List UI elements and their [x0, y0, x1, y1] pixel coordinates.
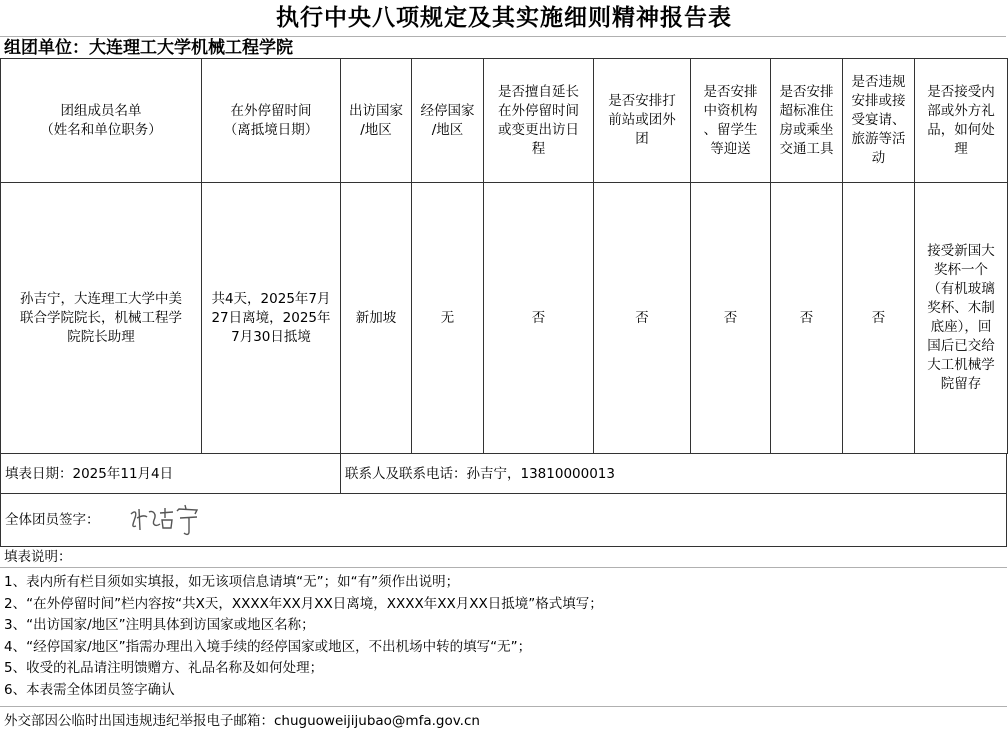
divider: [340, 454, 341, 494]
transit-country-cell: 无: [412, 183, 484, 454]
header-cell: 是否违规 安排或接 受宴请、 旅游等活 动: [843, 59, 915, 183]
header-cell: 经停国家 /地区: [412, 59, 484, 183]
notes-heading: 填表说明：: [0, 547, 1007, 568]
signature-row: [0, 494, 1007, 547]
header-cell: 团组成员名单 （姓名和单位职务）: [1, 59, 202, 183]
header-cell: 是否接受内 部或外方礼 品，如何处 理: [915, 59, 1008, 183]
report-email-footer: 外交部因公临时出国违规违纪举报电子邮箱：chuguoweijijubao@mfa.gov.cn: [0, 706, 1007, 734]
note-item: 4、“经停国家/地区”指需办理出入境手续的经停国家或地区，不出机场中转的填写“无”；: [4, 638, 532, 655]
member-cell: 孙吉宁，大连理工大学中美 联合学院院长，机械工程学 院院长助理: [1, 183, 202, 454]
header-cell: 出访国家 /地区: [341, 59, 412, 183]
extend-stay-cell: 否: [484, 183, 594, 454]
organizing-unit: 组团单位：大连理工大学机械工程学院: [0, 36, 1006, 58]
notes-list: [0, 572, 1007, 702]
table-header-row: [1, 59, 1008, 183]
table-row: [1, 183, 1008, 454]
banquet-cell: 否: [843, 183, 915, 454]
report-table: [0, 58, 1008, 454]
note-item: 2、“在外停留时间”栏内容按“共X天，XXXX年XX月XX日离境，XXXX年XX月XX日抵境”格式填写；: [4, 595, 603, 612]
header-cell: 是否安排 超标准住 房或乘坐 交通工具: [771, 59, 843, 183]
advance-team-cell: 否: [594, 183, 691, 454]
note-item: 1、表内所有栏目须如实填报，如无该项信息请填“无”；如“有”须作出说明；: [4, 574, 460, 590]
header-cell: 是否擅自延长 在外停留时间 或变更出访日 程: [484, 59, 594, 183]
visit-country-cell: 新加坡: [341, 183, 412, 454]
reception-cell: 否: [691, 183, 771, 454]
note-item: 5、收受的礼品请注明馈赠方、礼品名称及如何处理；: [4, 660, 324, 677]
accommodation-cell: 否: [771, 183, 843, 454]
handwritten-signature: [127, 500, 217, 540]
contact-info: 联系人及联系电话：孙吉宁，13810000013: [345, 466, 615, 482]
gift-cell: 接受新国大 奖杯一个 （有机玻璃 奖杯、木制 底座），回 国后已交给 大工机械学 院留存: [915, 183, 1008, 454]
page-title: 执行中央八项规定及其实施细则精神报告表: [276, 5, 732, 31]
note-item: 6、本表需全体团员签字确认: [4, 681, 175, 698]
signature-label: 全体团员签字：: [5, 512, 100, 528]
header-cell: 在外停留时间 （离抵境日期）: [202, 59, 341, 183]
header-cell: 是否安排 中资机构 、留学生 等迎送: [691, 59, 771, 183]
note-item: 3、“出访国家/地区”注明具体到访国家或地区名称；: [4, 617, 315, 634]
stay-time-cell: 共4天，2025年7月 27日离境，2025年 7月30日抵境: [202, 183, 341, 454]
header-cell: 是否安排打 前站或团外 团: [594, 59, 691, 183]
fill-date: 填表日期：2025年11月4日: [5, 466, 174, 482]
fill-info-row: [0, 454, 1007, 494]
